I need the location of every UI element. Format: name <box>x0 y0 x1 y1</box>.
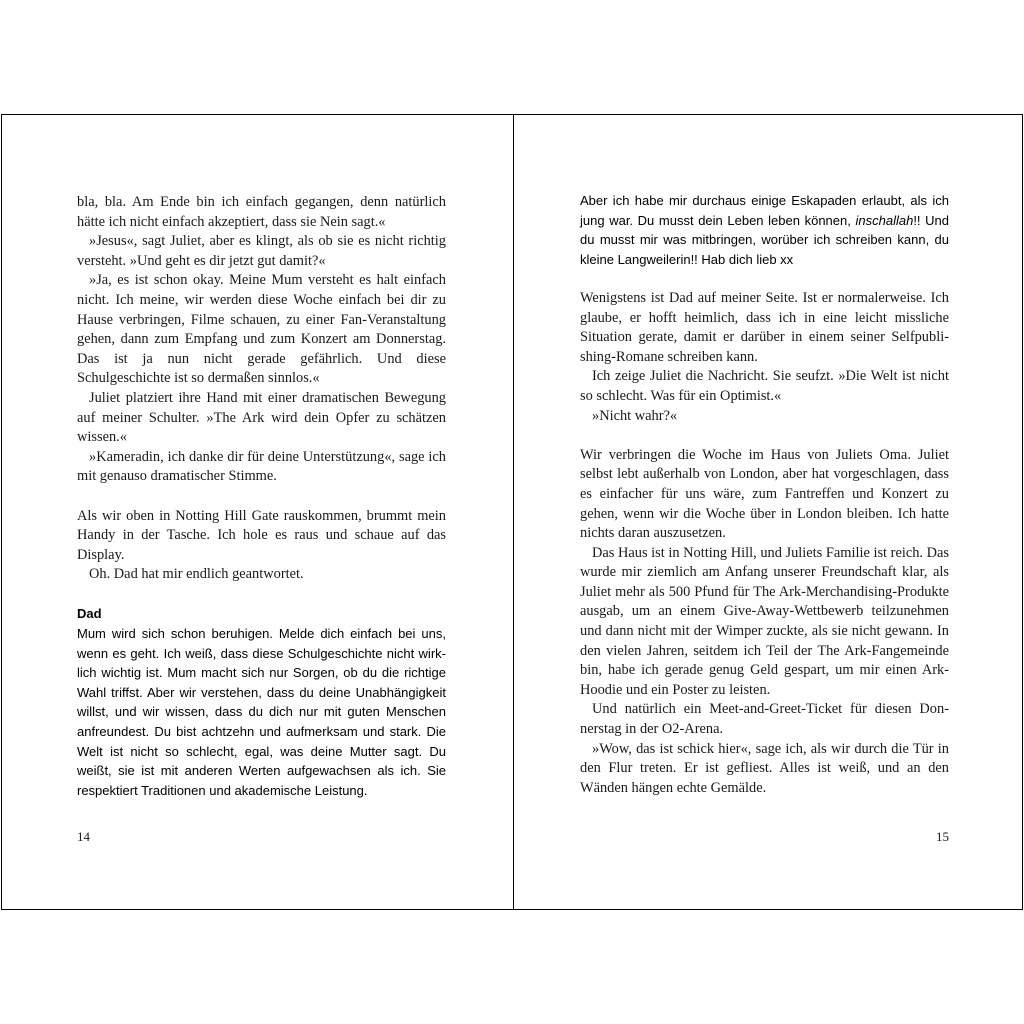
book-spread <box>1 114 1023 910</box>
paragraph: »Ja, es ist schon okay. Meine Mum versteht es halt einfach nicht. Ich meine, wir werden diese Woche einfach bei dir zu Hause verbringen, Filme schauen, zu einer Fan-Veranstaltung gehen, dann zum Empfang und zum Konzert am Donnerstag. Das ist ja nun nicht gerade gefährlich. Und diese Schulgeschichte ist so dermaßen sinnlos.« <box>77 272 446 387</box>
paragraph: Oh. Dad hat mir endlich geantwortet. <box>89 566 304 583</box>
right-page <box>514 115 1024 909</box>
text-message-continued <box>580 191 949 269</box>
section-break <box>77 487 446 507</box>
section-break <box>77 585 446 605</box>
text-message <box>77 604 446 800</box>
paragraph: Ich zeige Juliet die Nachricht. Sie seufzt. »Die Welt ist nicht so schlecht. Was für ein Optimist.« <box>580 368 949 404</box>
right-page-text <box>580 191 949 798</box>
paragraph: »Kameradin, ich danke dir für deine Unterstützung«, sage ich mit genauso dramatischer Stimme. <box>77 448 446 485</box>
message-text: Mum wird sich schon beruhigen. Melde dich einfach bei uns, wenn es geht. Ich weiß, dass diese Schulgeschichte nicht wirklich wichtig ist. Mum macht sich nur Sorgen, ob du die richtige Wahl triffst. Aber wir verstehen, dass du deine Unabhängigkeit willst, und wir wissen, dass du dich nur mit guten Menschen anfreundest. Du bist achtzehn und aufmerksam und stark. Die Welt ist nicht so schlecht, egal, was deine Mutter sagt. Du weißt, sie ist mit anderen Werten aufgewachsen als ich. Sie respektiert Traditionen und akademische Leistung. <box>77 626 446 798</box>
message-text-italic: inschallah <box>855 212 914 228</box>
message-sender: Dad <box>77 606 102 622</box>
left-page-text <box>77 193 446 800</box>
paragraph: »Wow, das ist schick hier«, sage ich, als wir durch die Tür in den Flur treten. Er ist gefliest. Alles ist weiß, und an den Wänden hängen echte Gemälde. <box>580 740 949 796</box>
message-text-part: !! Und du musst mir was mitbringen, worüber ich schreiben kann, du kleine Langweilerin!! Hab dich lieb xx <box>580 212 950 267</box>
paragraph: »Jesus«, sagt Juliet, aber es klingt, als ob sie es nicht richtig versteht. »Und geht es dir jetzt gut damit?« <box>77 233 446 269</box>
paragraph: Juliet platziert ihre Hand mit einer dramatischen Bewegung auf meiner Schulter. »The Ark wird dein Opfer zu schätzen wissen.« <box>77 389 446 446</box>
paragraph: Und natürlich ein Meet-and-Greet-Ticket für diesen Donnerstag in der O2-Arena. <box>580 701 949 738</box>
message-text <box>580 191 949 269</box>
paragraph: Wenigstens ist Dad auf meiner Seite. Ist er normalerweise. Ich glaube, er hofft heimlich, dass ich in eine leicht missliche Situation gerate, damit er darüber in einem seiner Selfpublishing-Romane schreiben kann. <box>580 289 949 365</box>
section-break <box>580 426 949 446</box>
message-text-part: Aber ich habe mir durchaus einige Eskapaden erlaubt, als ich jung war. Du musst dein Leben leben können, <box>580 193 949 228</box>
left-page <box>2 115 513 909</box>
page-number: 14 <box>77 829 90 844</box>
paragraph: Als wir oben in Notting Hill Gate rauskommen, brummt mein Handy in der Tasche. Ich hole es raus und schaue auf das Display. <box>77 507 446 563</box>
paragraph: Das Haus ist in Notting Hill, und Juliets Familie ist reich. Das wurde mir ziemlich am Anfang unserer Freundschaft klar, als Juliet mehr als 500 Pfund für The Ark-Merchandising-Produkte ausgab, um an einem Give-Away-Wettbewerb teilzunehmen und dann nicht mit der Wimper zuckte, als sie nicht gewann. In den vielen Jahren, seitdem ich Teil der The Ark-Fangemeinde bin, habe ich gerade genug Geld gespart, um mir einen Ark-Hoodie und ein Poster zu leisten. <box>580 544 949 698</box>
paragraph: »Nicht wahr?« <box>592 407 678 424</box>
paragraph: Wir verbringen die Woche im Haus von Juliets Oma. Juliet selbst lebt außerhalb von London, aber hat vorgeschlagen, dass es einfacher für uns wäre, zum Fantreffen und Konzert zu gehen, wenn wir die Woche über in London bleiben. Ich hatte nichts daran auszusetzen. <box>580 446 949 542</box>
paragraph: bla, bla. Am Ende bin ich einfach gegangen, denn natürlich hätte ich nicht einfach akzeptiert, dass sie Nein sagt.« <box>77 194 446 230</box>
section-break <box>580 269 949 289</box>
page-number: 15 <box>936 829 949 844</box>
